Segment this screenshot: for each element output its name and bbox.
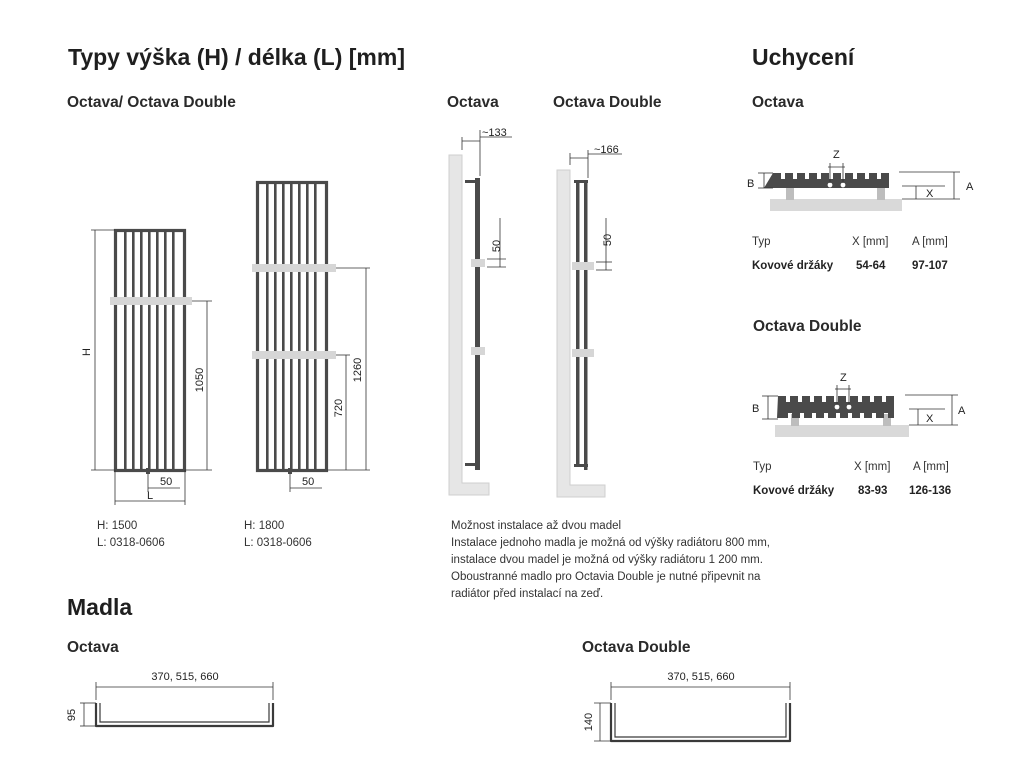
label-b: B (747, 178, 755, 190)
types-title: Typy výška (H) / délka (L) [mm] (68, 44, 405, 70)
label-b: B (752, 403, 760, 415)
side-view-octava (449, 127, 512, 495)
dim-1050-label: 1050 (194, 367, 206, 393)
radiator-front-view-1800 (252, 182, 370, 492)
label-z: Z (840, 372, 847, 384)
cell-a: 97-107 (912, 260, 948, 272)
handle-bar (110, 297, 192, 305)
spec-h-1800: H: 1800 (244, 520, 285, 532)
handle-width-label: 370, 515, 660 (151, 671, 219, 683)
install-note (451, 518, 770, 603)
col-typ: Typ (753, 461, 772, 473)
handle-diagram-octava-double (583, 671, 790, 741)
spec-l-1500: L: 0318-0606 (97, 537, 165, 549)
spec-l-1800: L: 0318-0606 (244, 537, 312, 549)
side-view-octava-double (557, 144, 622, 497)
col-x: X [mm] (854, 461, 891, 473)
cell-x: 83-93 (858, 485, 888, 497)
subheading-handles-octava-double: Octava Double (582, 639, 691, 656)
mount-diagram-octava-double (752, 372, 966, 437)
install-note-line: Možnost instalace až dvou madel (451, 520, 622, 532)
subheading-octava-combo: Octava/ Octava Double (67, 94, 236, 111)
col-a: A [mm] (913, 461, 949, 473)
spec-h-1500: H: 1500 (97, 520, 138, 532)
handle-height-label: 140 (583, 712, 595, 732)
dim-50-label: 50 (602, 233, 614, 247)
dim-h-label: H (81, 348, 93, 356)
handle-width-label: 370, 515, 660 (667, 671, 735, 683)
cell-x: 54-64 (856, 260, 886, 272)
cell-typ: Kovové držáky (753, 485, 835, 497)
handles-title: Madla (67, 594, 133, 620)
subheading-mount-octava: Octava (752, 94, 804, 111)
dim-50-label: 50 (491, 239, 503, 253)
dim-50-label: 50 (302, 476, 315, 488)
install-note-line: Instalace jednoho madla je možná od výšky radiátoru 800 mm, (451, 537, 770, 549)
cell-a: 126-136 (909, 485, 952, 497)
handle-bar-lower (252, 351, 336, 359)
label-z: Z (833, 149, 840, 161)
label-x: X (926, 188, 934, 200)
radiator-front-view-1500 (81, 230, 212, 505)
install-note-line: Oboustranné madlo pro Octavia Double je nutné připevnit na (451, 571, 761, 583)
label-a: A (958, 405, 966, 417)
depth-label: ~133 (482, 127, 507, 139)
dim-l-label: L (147, 490, 154, 502)
subheading-handles-octava: Octava (67, 639, 119, 656)
dim-720-label: 720 (333, 398, 345, 418)
cell-typ: Kovové držáky (752, 260, 834, 272)
install-note-line: radiátor před instalací na zeď. (451, 588, 604, 600)
depth-label: ~166 (594, 144, 619, 156)
mount-title: Uchycení (752, 44, 855, 70)
label-a: A (966, 181, 974, 193)
handle-diagram-octava (66, 671, 273, 726)
col-typ: Typ (752, 236, 771, 248)
mount-diagram-octava (747, 149, 974, 211)
install-note-line: instalace dvou madel je možná od výšky radiátoru 1 200 mm. (451, 554, 763, 566)
handle-height-label: 95 (66, 708, 78, 722)
subheading-octava-double-side: Octava Double (553, 94, 662, 111)
subheading-mount-octava-double: Octava Double (753, 318, 862, 335)
handle-bar-upper (252, 264, 336, 272)
col-x: X [mm] (852, 236, 889, 248)
subheading-octava-side: Octava (447, 94, 499, 111)
label-x: X (926, 413, 934, 425)
dim-1260-label: 1260 (352, 357, 364, 383)
dim-50-label: 50 (160, 476, 173, 488)
col-a: A [mm] (912, 236, 948, 248)
